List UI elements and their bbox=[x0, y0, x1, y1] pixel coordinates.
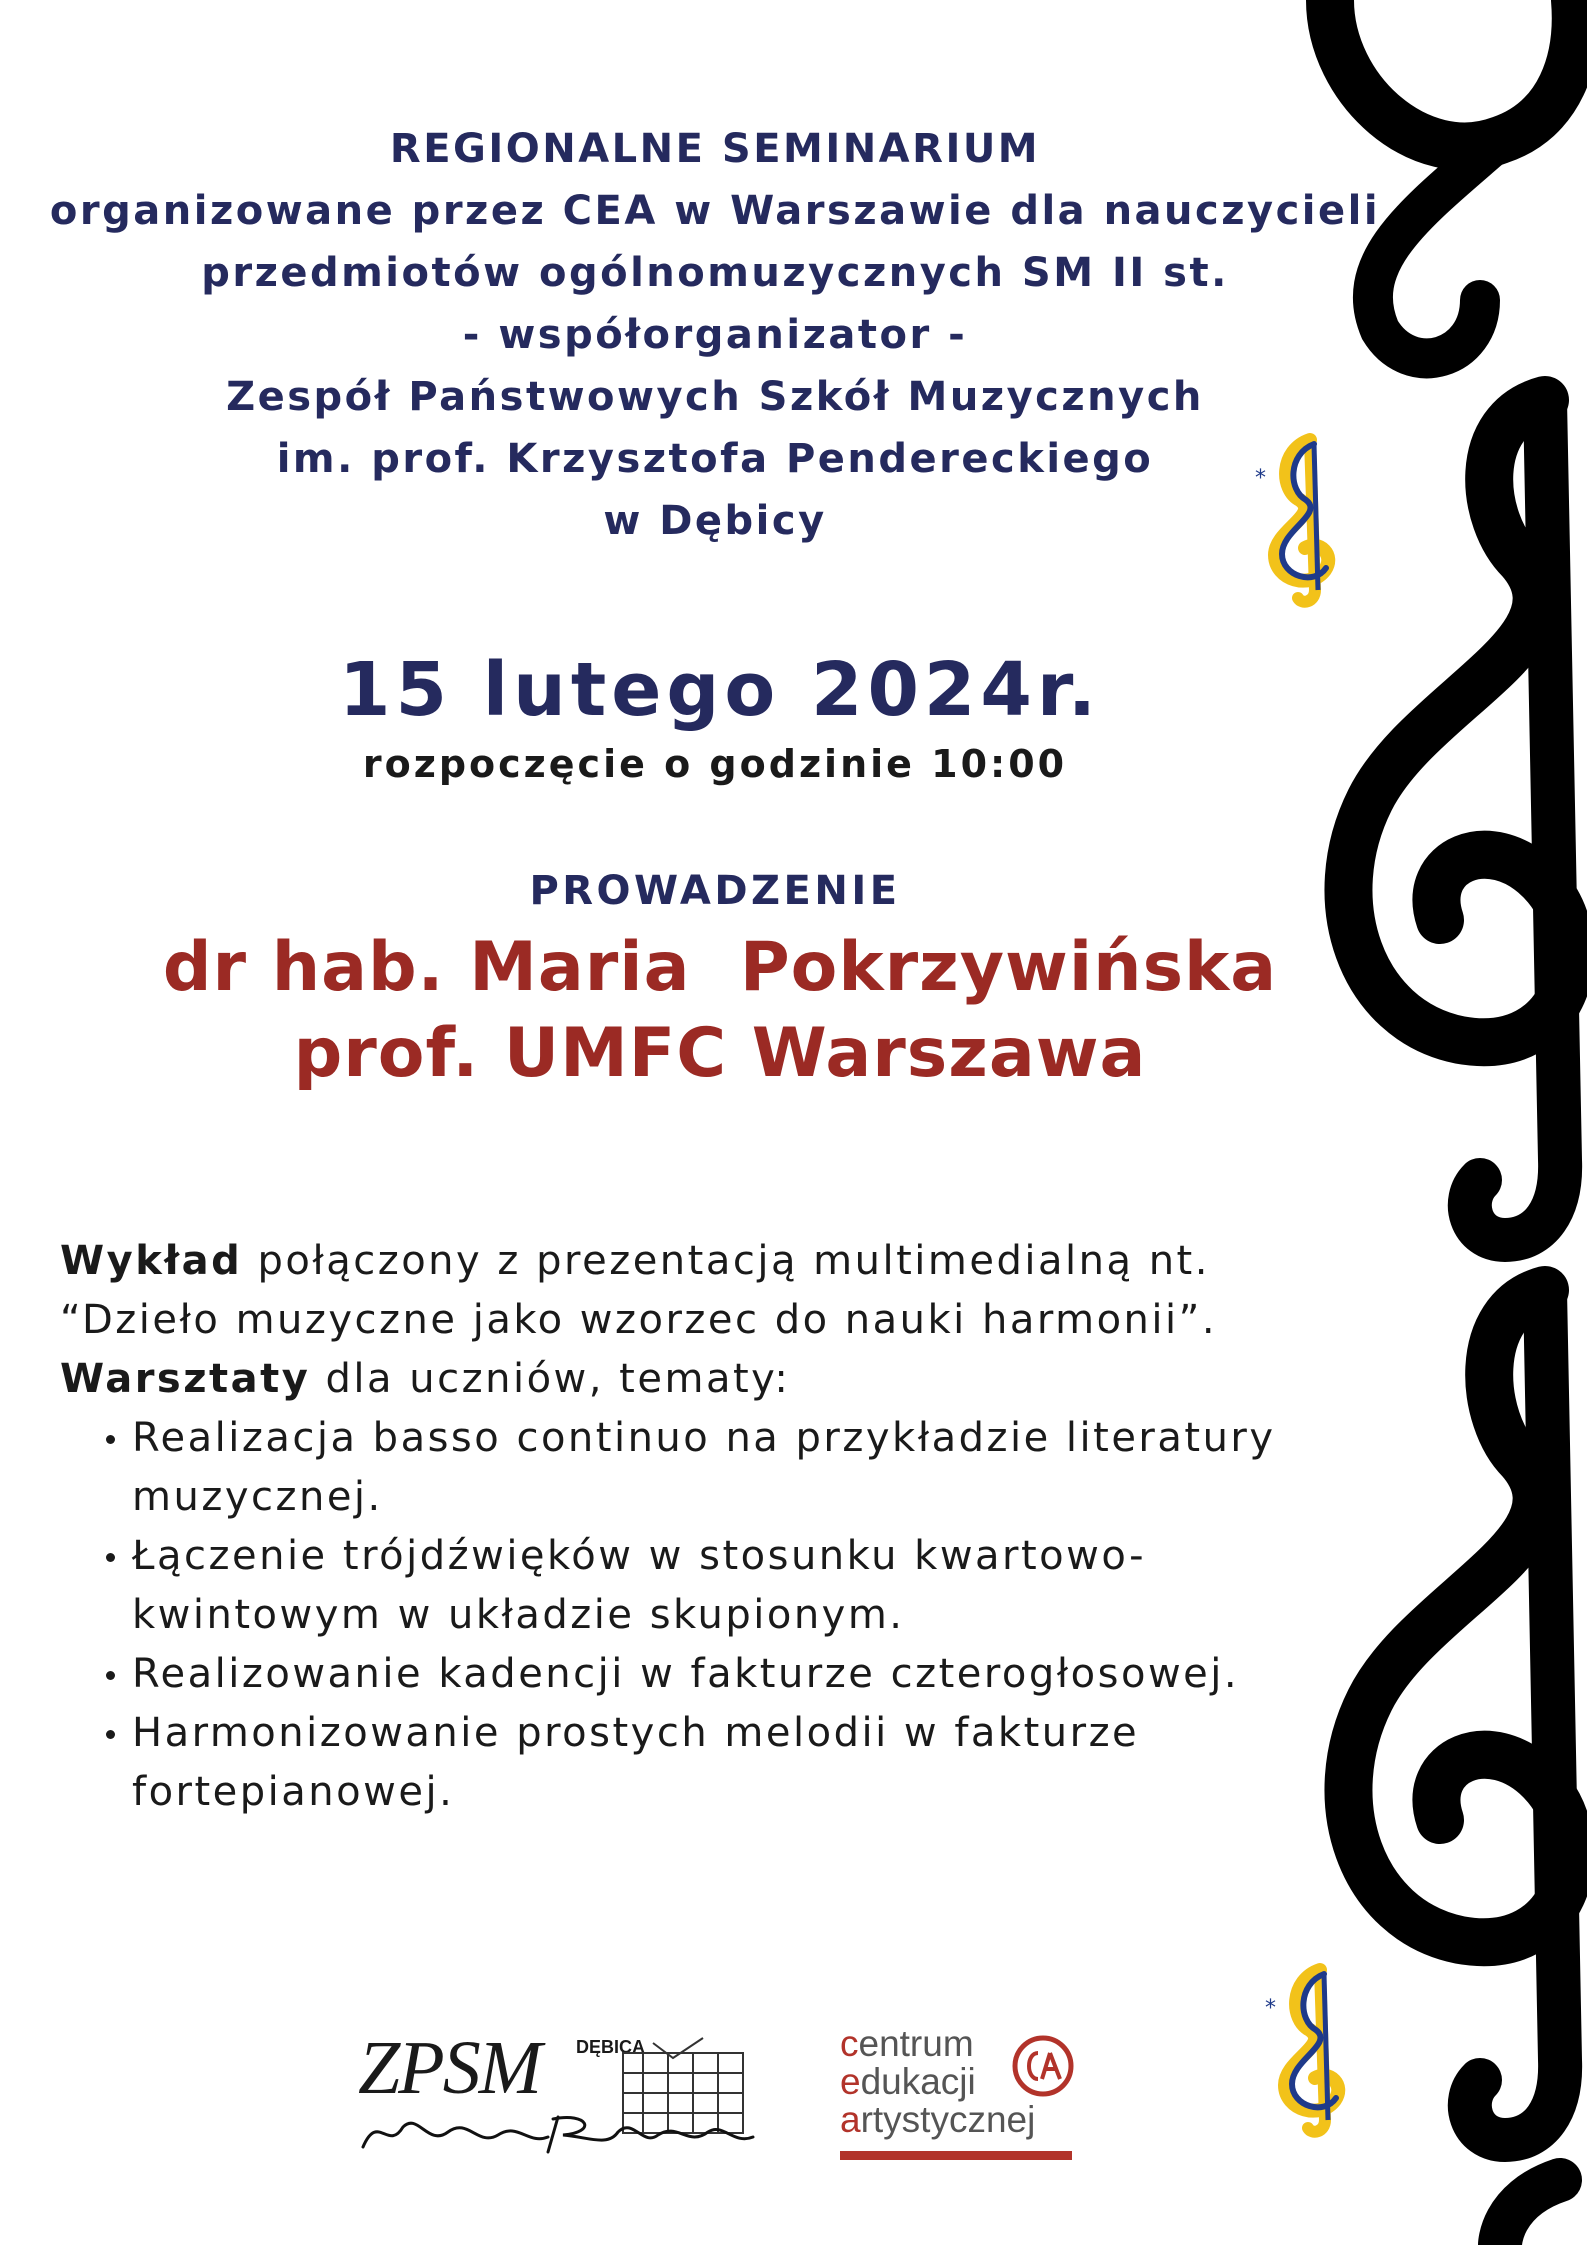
lead-name bbox=[0, 925, 1440, 1097]
zpsm-logo bbox=[358, 2025, 758, 2155]
list-item: Harmonizowanie prostych melodii w fakturze fortepianowej. bbox=[132, 1704, 1282, 1822]
penderecki-signature bbox=[358, 2107, 758, 2157]
list-item: Realizowanie kadencji w fakturze czterogłosowej. bbox=[132, 1645, 1380, 1704]
cea-initial: e bbox=[840, 2061, 861, 2102]
cea-initial: a bbox=[840, 2099, 861, 2140]
seminar-header bbox=[0, 118, 1430, 552]
lecture-line bbox=[60, 1232, 1380, 1291]
zpsm-logo-city: DĘBICA bbox=[576, 2037, 646, 2057]
cea-logo bbox=[840, 2025, 1080, 2165]
workshops-line bbox=[60, 1350, 1380, 1409]
header-line: Zespół Państwowych Szkół Muzycznych bbox=[226, 374, 1204, 420]
lead-label: PROWADZENIE bbox=[529, 868, 901, 914]
topic-list bbox=[60, 1409, 1380, 1822]
treble-clef-icon bbox=[1348, 1290, 1570, 1942]
header-line: im. prof. Krzysztofa Pendereckiego bbox=[276, 436, 1154, 482]
cea-text: rtystycznej bbox=[860, 2099, 1036, 2140]
list-item: Łączenie trójdźwięków w stosunku kwartowo-kwintowym w układzie skupionym. bbox=[132, 1527, 1262, 1645]
cea-text: entrum bbox=[858, 2023, 974, 2064]
svg-text:*: * bbox=[1265, 1996, 1276, 2021]
program-description bbox=[60, 1232, 1380, 1822]
lead-name-line: dr hab. Maria Pokrzywińska bbox=[162, 928, 1278, 1007]
workshops-label: Warsztaty bbox=[60, 1356, 311, 1402]
header-line: REGIONALNE SEMINARIUM bbox=[389, 126, 1041, 172]
zpsm-logo-text: ZPSM bbox=[358, 2026, 540, 2110]
cea-initial: c bbox=[840, 2023, 859, 2064]
small-clef-icon bbox=[1265, 1970, 1338, 2132]
svg-text:*: * bbox=[1255, 466, 1266, 491]
cea-logo-bar bbox=[840, 2151, 1072, 2160]
cea-logo-line bbox=[840, 2101, 1080, 2139]
lecture-text: połączony z prezentacją multimedialną nt. bbox=[242, 1238, 1210, 1284]
lecture-topic: “Dzieło muzyczne jako wzorzec do nauki harmonii”. bbox=[60, 1297, 1218, 1343]
cea-emblem-icon bbox=[1008, 2031, 1078, 2101]
header-line: przedmiotów ogólnomuzycznych SM II st. bbox=[201, 250, 1229, 296]
event-start-time: rozpoczęcie o godzinie 10:00 bbox=[362, 742, 1068, 786]
header-line: - współorganizator - bbox=[462, 312, 968, 358]
lead-name-line: prof. UMFC Warszawa bbox=[293, 1014, 1147, 1093]
lecture-label: Wykład bbox=[60, 1238, 243, 1284]
header-line: w Dębicy bbox=[603, 498, 827, 544]
workshops-text: dla uczniów, tematy: bbox=[310, 1356, 791, 1402]
list-item: Realizacja basso continuo na przykładzie literatury muzycznej. bbox=[132, 1409, 1422, 1527]
event-date: 15 lutego 2024r. bbox=[339, 647, 1101, 733]
cea-text: dukacji bbox=[860, 2061, 976, 2102]
header-line: organizowane przez CEA w Warszawie dla nauczycieli bbox=[49, 188, 1381, 234]
